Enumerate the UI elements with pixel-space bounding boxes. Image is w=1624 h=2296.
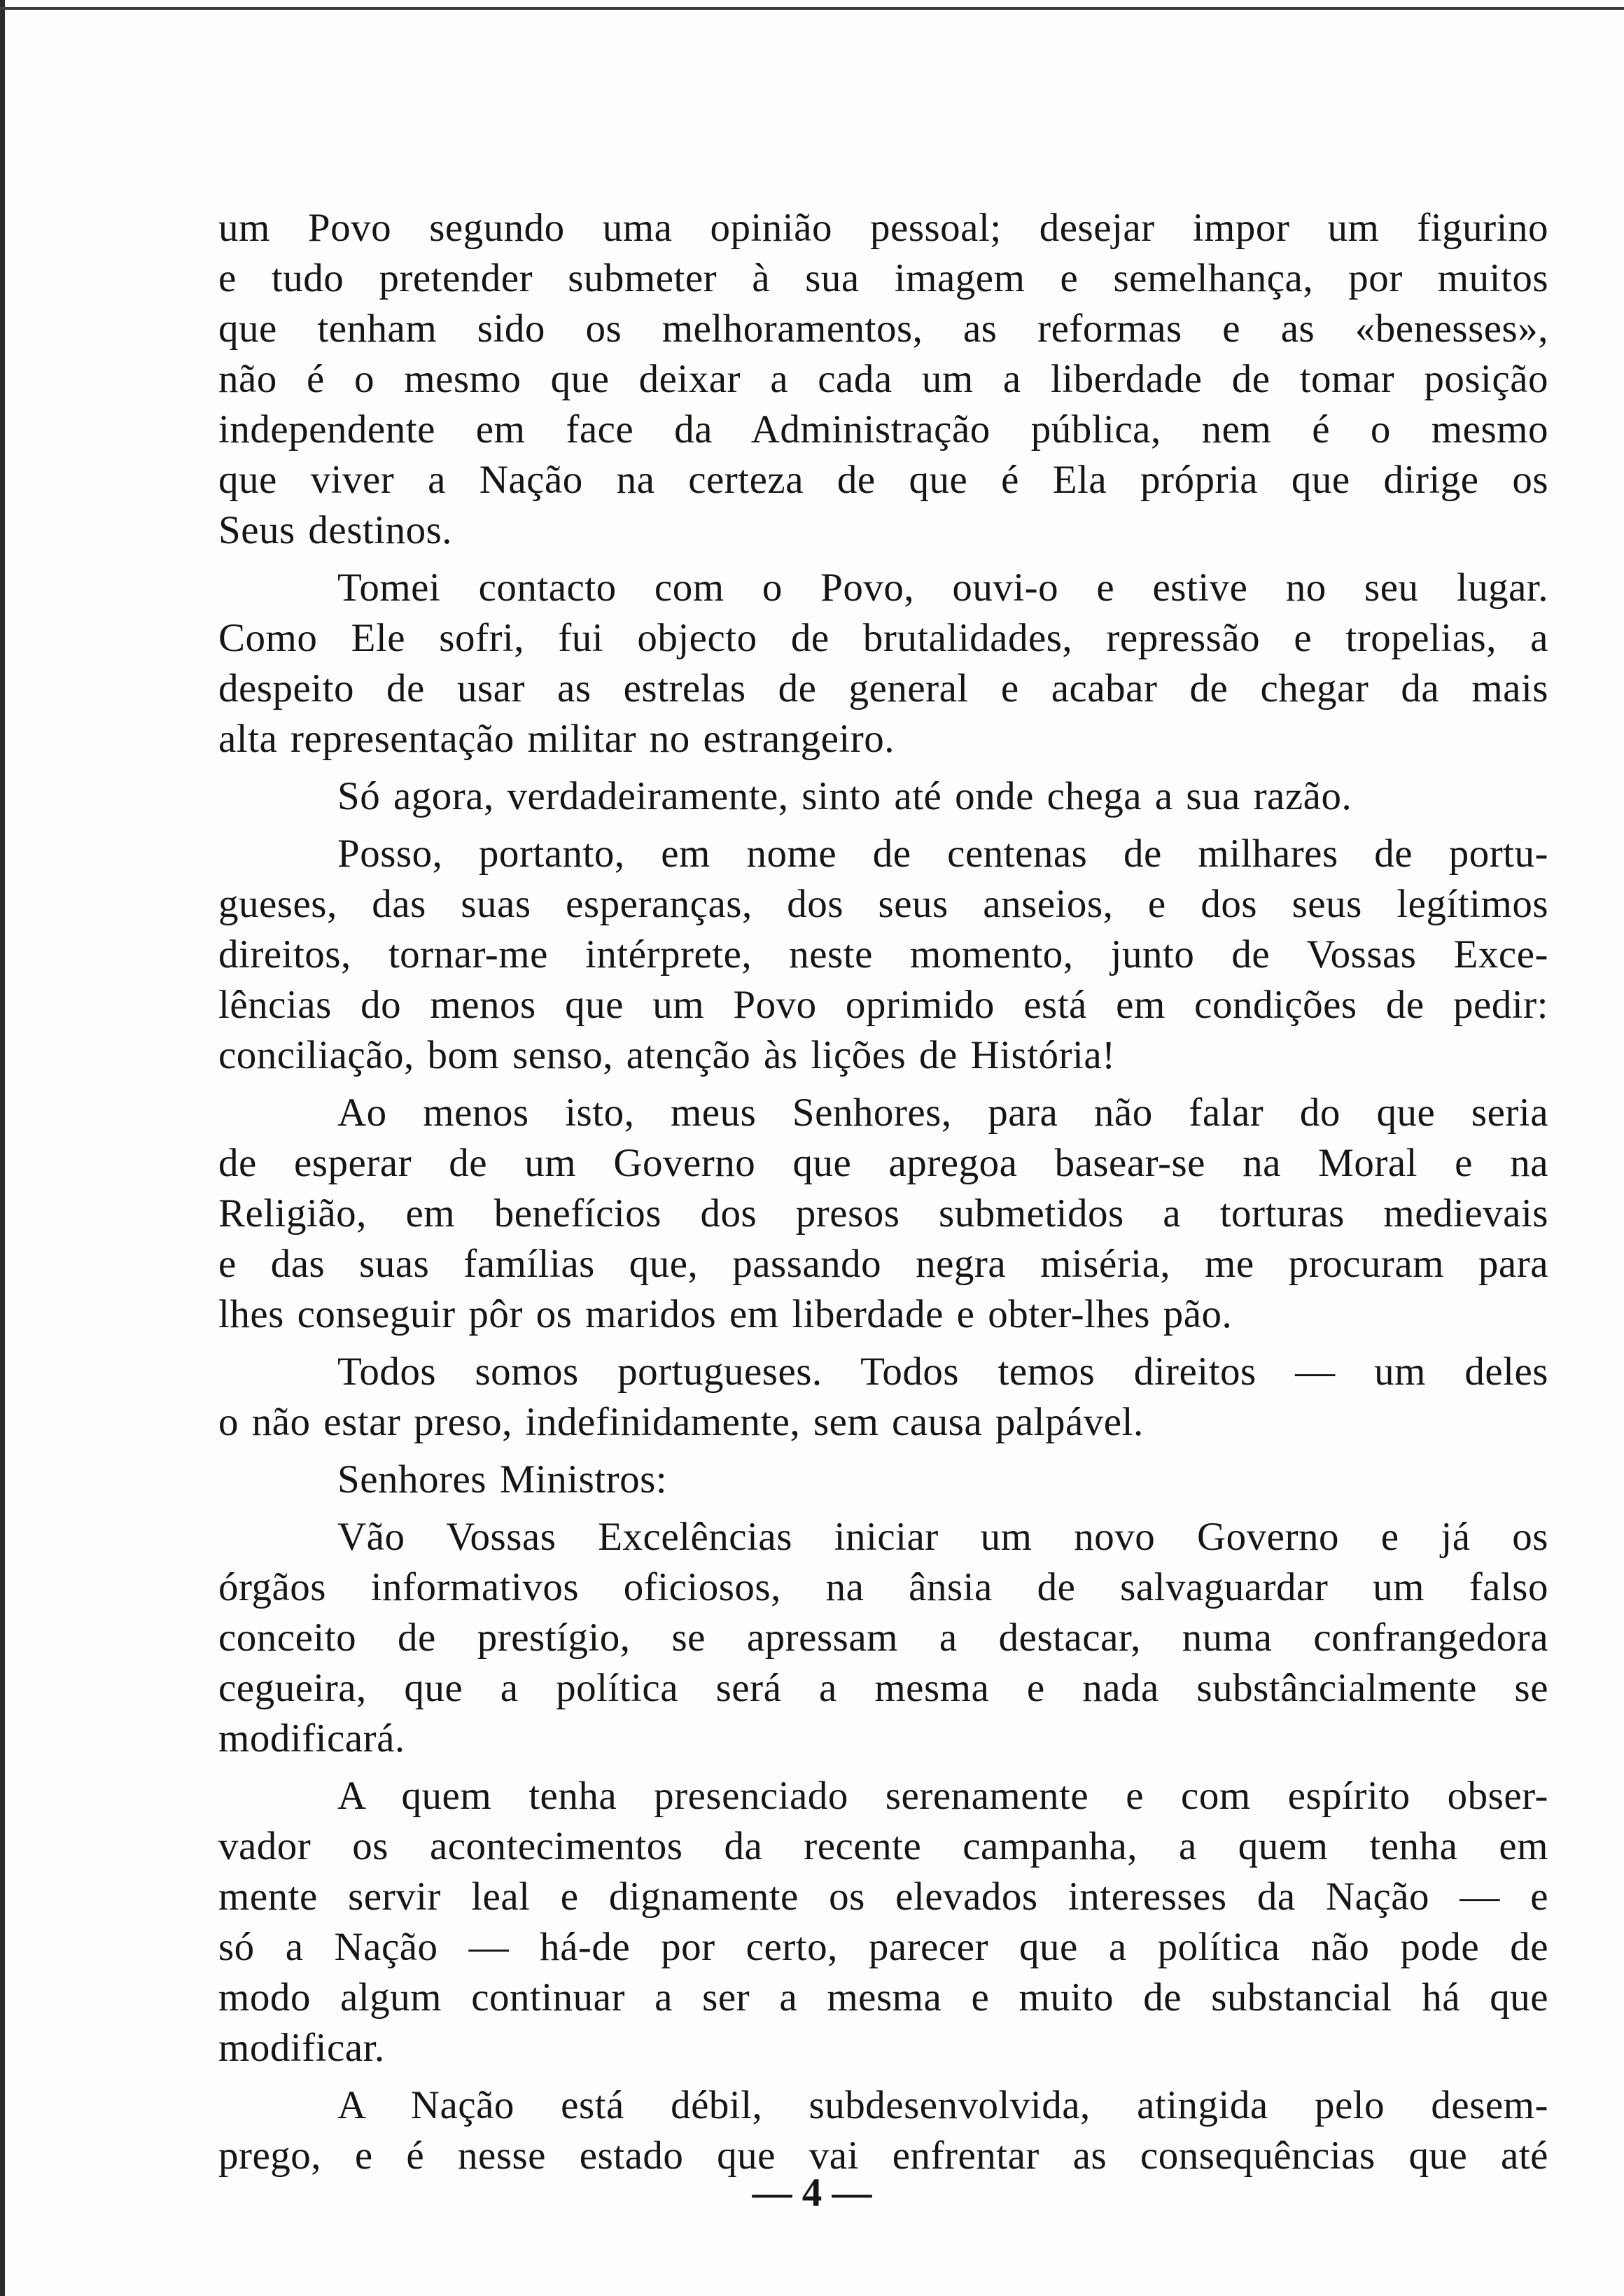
text-line: que tenham sido os melhoramentos, as reformas e as «benesses», xyxy=(218,307,1548,351)
text-line: que viver a Nação na certeza de que é Ela própria que dirige os xyxy=(218,458,1548,502)
text-line: Posso, portanto, em nome de centenas de milhares de portu- xyxy=(337,832,1548,876)
text-line: lências do menos que um Povo oprimido está em condições de pedir: xyxy=(218,983,1548,1027)
paragraph xyxy=(218,1455,1548,1505)
paragraph xyxy=(218,771,1548,822)
text-line: gueses, das suas esperanças, dos seus anseios, e dos seus legítimos xyxy=(218,882,1548,926)
text-line: não é o mesmo que deixar a cada um a liberdade de tomar posição xyxy=(218,357,1548,401)
text-line: de esperar de um Governo que apregoa basear-se na Moral e na xyxy=(218,1141,1548,1185)
text-line: Religião, em benefícios dos presos submetidos a torturas medievais xyxy=(218,1191,1548,1236)
paragraph xyxy=(218,2080,1548,2181)
text-line: o não estar preso, indefinidamente, sem causa palpável. xyxy=(218,1400,1144,1444)
paragraph xyxy=(218,1088,1548,1340)
text-line: despeito de usar as estrelas de general e acabar de chegar da mais xyxy=(218,666,1548,710)
text-line: modificará. xyxy=(218,1716,405,1760)
text-line: A quem tenha presenciado serenamente e com espírito obser- xyxy=(337,1774,1548,1818)
paragraph xyxy=(218,1347,1548,1448)
text-line: um Povo segundo uma opinião pessoal; desejar impor um figurino xyxy=(218,206,1548,250)
paragraph xyxy=(218,1771,1548,2073)
text-line: conceito de prestígio, se apressam a destacar, numa confrangedora xyxy=(218,1616,1548,1660)
body-text xyxy=(218,203,1548,2188)
paragraph xyxy=(218,1512,1548,1764)
text-line: independente em face da Administração pública, nem é o mesmo xyxy=(218,407,1548,451)
text-line: e tudo pretender submeter à sua imagem e semelhança, por muitos xyxy=(218,256,1548,300)
text-line: alta representação militar no estrangeiro. xyxy=(218,717,895,761)
text-line: modo algum continuar a ser a mesma e muito de substancial há que xyxy=(218,1975,1548,2019)
text-line: modificar. xyxy=(218,2026,385,2070)
text-line: cegueira, que a política será a mesma e nada substâncialmente se xyxy=(218,1666,1548,1710)
text-line: direitos, tornar-me intérprete, neste momento, junto de Vossas Exce- xyxy=(218,932,1548,976)
paragraph xyxy=(218,829,1548,1081)
text-line: mente servir leal e dignamente os elevados interesses da Nação — e xyxy=(218,1875,1548,1919)
text-line: órgãos informativos oficiosos, na ânsia de salvaguardar um falso xyxy=(218,1565,1548,1609)
text-line: Vão Vossas Excelências iniciar um novo Governo e já os xyxy=(337,1515,1548,1559)
scan-top-edge xyxy=(0,7,1624,10)
text-line: Ao menos isto, meus Senhores, para não falar do que seria xyxy=(337,1091,1548,1135)
paragraph xyxy=(218,563,1548,764)
text-line: A Nação está débil, subdesenvolvida, atingida pelo desem- xyxy=(337,2083,1548,2127)
text-line: prego, e é nesse estado que vai enfrentar as consequências que até xyxy=(218,2134,1548,2178)
scan-left-edge xyxy=(0,0,5,2296)
text-line: Só agora, verdadeiramente, sinto até onde chega a sua razão. xyxy=(337,774,1352,818)
text-line: só a Nação — há-de por certo, parecer que a política não pode de xyxy=(218,1925,1548,1969)
text-line: Seus destinos. xyxy=(218,508,453,552)
text-line: lhes conseguir pôr os maridos em liberdade e obter-lhes pão. xyxy=(218,1292,1233,1336)
text-line: Todos somos portugueses. Todos temos direitos — um deles xyxy=(337,1350,1548,1394)
text-line: Como Ele sofri, fui objecto de brutalidades, repressão e tropelias, a xyxy=(218,616,1548,660)
paragraph xyxy=(218,203,1548,556)
page-number: — 4 — xyxy=(752,2171,872,2215)
text-line: Tomei contacto com o Povo, ouvi-o e estive no seu lugar. xyxy=(337,566,1548,610)
text-line: Senhores Ministros: xyxy=(337,1457,668,1502)
text-line: conciliação, bom senso, atenção às lições de História! xyxy=(218,1033,1116,1077)
text-line: vador os acontecimentos da recente campanha, a quem tenha em xyxy=(218,1824,1548,1868)
text-line: e das suas famílias que, passando negra miséria, me procuram para xyxy=(218,1242,1548,1286)
